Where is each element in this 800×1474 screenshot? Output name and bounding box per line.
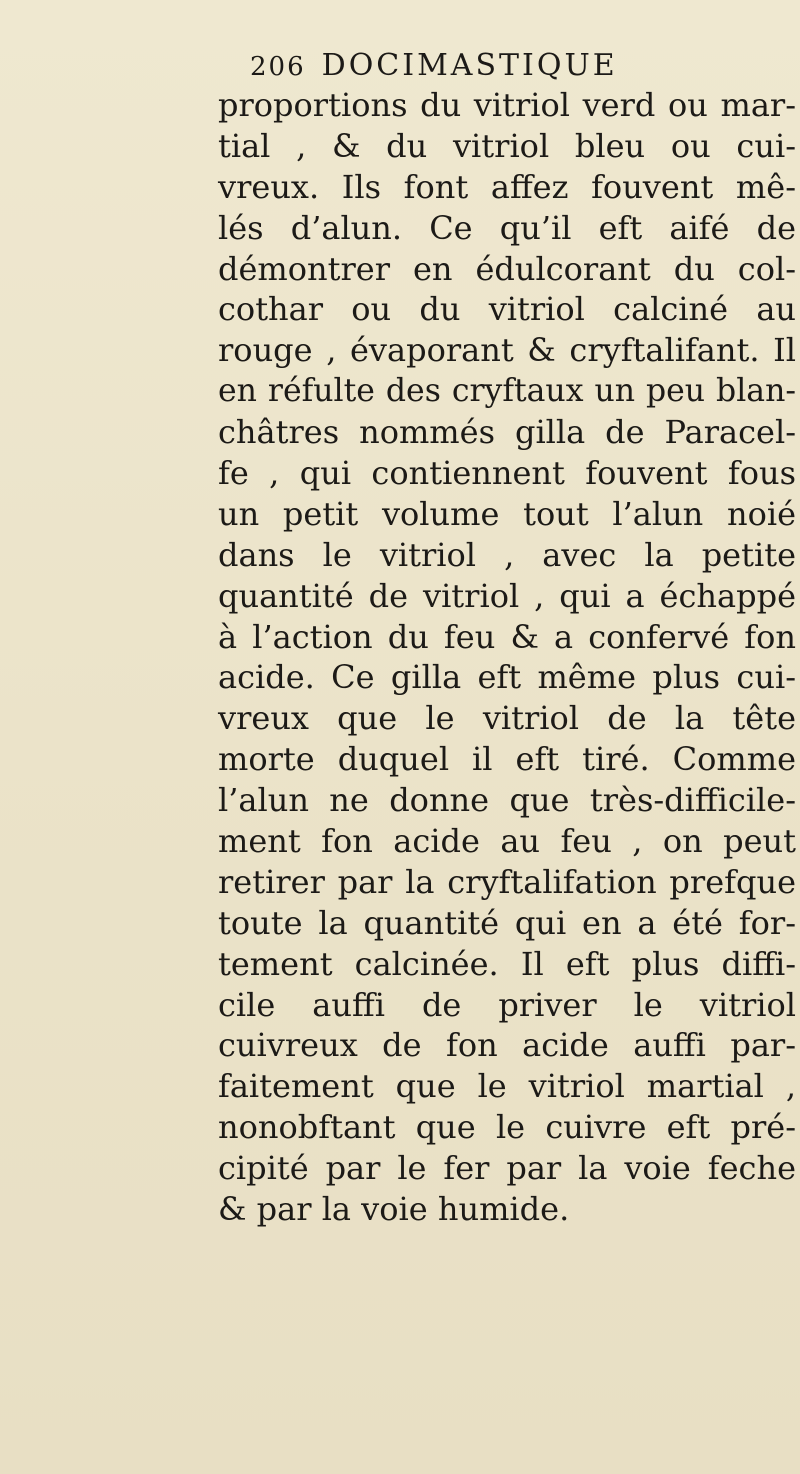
text-line: l’alun ne donne que très-difficile- [218,781,796,820]
text-line: morte duquel il eft tiré. Comme [218,740,796,779]
text-line: tement calcinée. Il eft plus diffi- [218,944,796,983]
text-line: cile auffi de priver le vitriol [218,985,796,1024]
text-line: lés d’alun. Ce qu’il eft aifé de [218,208,796,247]
text-line: dans le vitriol , avec la petite [218,535,796,574]
text-line: cothar ou du vitriol calciné au [218,290,796,329]
text-line: faitement que le vitriol martial , [218,1067,796,1106]
text-line: & par la voie humide. [218,1190,570,1229]
running-head [250,44,618,87]
text-line: vreux que le vitriol de la tête [218,699,796,738]
text-line: nonobftant que le cuivre eft pré- [218,1108,796,1147]
text-line: proportions du vitriol verd ou mar- [218,86,796,124]
text-line: ment fon acide au feu , on peut [218,822,796,861]
text-line: cipité par le fer par la voie feche [218,1149,796,1188]
page-number: 206 [250,52,306,82]
body-text [218,85,796,1230]
text-line: acide. Ce gilla eft même plus cui- [218,658,796,697]
text-line: en réfulte des cryftaux un peu blan- [218,373,796,410]
text-line: cuivreux de fon acide auffi par- [218,1026,796,1065]
text-line: toute la quantité qui en a été for- [218,903,796,942]
text-line: châtres nommés gilla de Paracel- [218,413,796,452]
text-line: vreux. Ils font affez fouvent mê- [218,167,796,206]
text-line: tial , & du vitriol bleu ou cui- [218,126,796,165]
running-title: DOCIMASTIQUE [321,48,618,83]
text-line: un petit volume tout l’alun noié [218,494,796,533]
text-line: démontrer en édulcorant du col- [218,249,796,288]
text-line: rouge , évaporant & cryftalifant. Il [218,331,796,370]
text-line: retirer par la cryftalifation prefque [218,862,796,901]
text-line: fe , qui contiennent fouvent fous [218,454,796,493]
text-line: quantité de vitriol , qui a échappé [218,576,796,615]
text-line: à l’action du feu & a confervé fon [218,617,796,656]
